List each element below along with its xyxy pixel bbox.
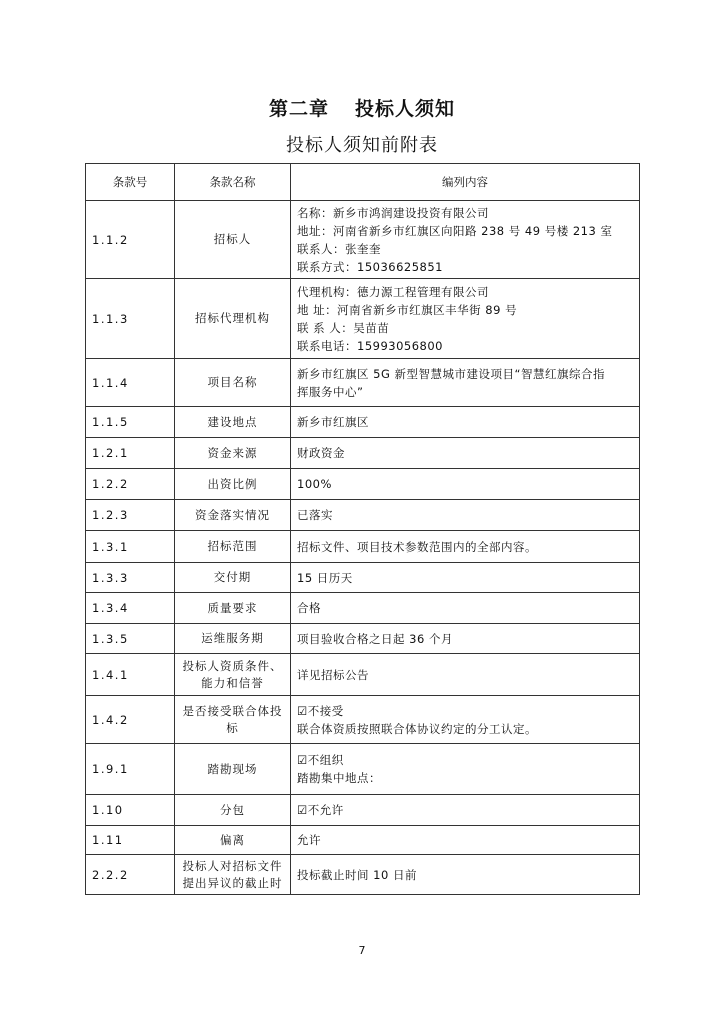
clause-content-line: 新乡市红旗区	[297, 415, 369, 429]
clause-content-line: ☑不允许	[297, 803, 344, 817]
clause-number: 1.3.3	[86, 563, 175, 593]
clause-name	[175, 624, 291, 654]
clause-name	[175, 826, 291, 855]
clause-content-line: 合格	[297, 601, 321, 615]
clause-number: 1.9.1	[86, 744, 175, 795]
clause-content-line: 允许	[297, 833, 321, 847]
table-row	[86, 696, 640, 744]
header-clause-name: 条款名称	[175, 164, 291, 201]
clause-number: 1.2.1	[86, 438, 175, 469]
clause-name	[175, 469, 291, 500]
clause-name	[175, 407, 291, 438]
clause-number: 1.1.3	[86, 279, 175, 359]
clause-number: 1.3.1	[86, 531, 175, 563]
clause-name-line: 能力和信誉	[201, 675, 264, 690]
clause-name	[175, 438, 291, 469]
clause-content-line: 踏勘集中地点：	[297, 771, 381, 785]
table-row	[86, 795, 640, 826]
table-row	[86, 500, 640, 531]
clause-number: 1.11	[86, 826, 175, 855]
table-row	[86, 359, 640, 407]
page-number: 7	[358, 944, 366, 957]
clause-name	[175, 593, 291, 624]
table-row	[86, 407, 640, 438]
clause-content-line: 新乡市红旗区 5G 新型智慧城市建设项目“智慧红旗综合指	[297, 366, 605, 381]
clause-content	[291, 500, 640, 531]
clause-name	[175, 359, 291, 407]
clause-content	[291, 438, 640, 469]
clause-number: 2.2.2	[86, 855, 175, 895]
clause-number: 1.3.4	[86, 593, 175, 624]
clause-content-line: 联 系 人：吴苗苗	[297, 320, 390, 335]
clause-name-line: 招标范围	[207, 539, 258, 553]
clause-content-line: 项目验收合格之日起 36 个月	[297, 631, 453, 646]
clause-name-line: 是否接受联合体投	[182, 703, 283, 718]
clause-name-line: 分包	[220, 802, 245, 817]
header-content: 编列内容	[291, 164, 640, 201]
clause-content-line: 招标文件、项目技术参数范围内的全部内容。	[297, 539, 537, 554]
table-row	[86, 654, 640, 696]
clause-name-line: 招标人	[213, 232, 252, 246]
clause-name-line: 招标代理机构	[195, 311, 270, 325]
clause-content-line: 100%	[297, 477, 332, 491]
clause-number: 1.4.1	[86, 654, 175, 696]
header-clause-number: 条款号	[86, 164, 175, 201]
clause-content	[291, 624, 640, 654]
clause-content	[291, 826, 640, 855]
clause-number: 1.2.2	[86, 469, 175, 500]
clause-name-line: 踏勘现场	[207, 761, 258, 776]
table-row	[86, 563, 640, 593]
table-row	[86, 279, 640, 359]
clause-number: 1.1.5	[86, 407, 175, 438]
clause-content-line: 15 日历天	[297, 570, 353, 585]
clause-number: 1.10	[86, 795, 175, 826]
clause-number: 1.4.2	[86, 696, 175, 744]
table-header-row	[86, 164, 640, 201]
clause-content	[291, 407, 640, 438]
clause-content-line: 联合体资质按照联合体协议约定的分工认定。	[297, 721, 537, 736]
clause-content-line: 名称：新乡市鸿润建设投资有限公司	[297, 205, 489, 220]
clause-content	[291, 654, 640, 696]
table-row	[86, 744, 640, 795]
clause-name	[175, 531, 291, 563]
clause-content	[291, 696, 640, 744]
table-row	[86, 624, 640, 654]
table-row	[86, 531, 640, 563]
clause-name-line: 提出异议的截止时	[182, 875, 283, 890]
table-row	[86, 826, 640, 855]
clause-content	[291, 744, 640, 795]
chapter-title	[0, 94, 724, 121]
clause-name-line: 出资比例	[207, 476, 258, 491]
chapter-number: 第二章	[268, 98, 329, 120]
clause-name	[175, 563, 291, 593]
chapter-name: 投标人须知	[355, 98, 456, 120]
clause-name	[175, 500, 291, 531]
clause-name-line: 偏离	[220, 832, 245, 847]
annex-table	[85, 163, 640, 895]
clause-name	[175, 795, 291, 826]
clause-content-line: ☑不接受	[297, 703, 344, 718]
clause-content-line: 代理机构：德力源工程管理有限公司	[297, 284, 489, 299]
clause-name-line: 建设地点	[207, 414, 258, 429]
clause-content-line: 投标截止时间 10 日前	[297, 867, 417, 882]
table-row	[86, 438, 640, 469]
clause-name-line: 资金来源	[207, 445, 258, 460]
clause-content-line: 联系方式：15036625851	[297, 259, 443, 274]
table-body	[86, 201, 640, 895]
table-row	[86, 201, 640, 279]
clause-content-line: ☑不组织	[297, 753, 344, 767]
clause-content-line: 联系人：张奎奎	[297, 241, 381, 256]
clause-content	[291, 855, 640, 895]
clause-content	[291, 593, 640, 624]
clause-content-line: 详见招标公告	[297, 667, 369, 682]
clause-content-line: 已落实	[297, 508, 333, 522]
clause-name	[175, 279, 291, 359]
clause-number: 1.1.2	[86, 201, 175, 279]
table-title: 投标人须知前附表	[286, 135, 438, 156]
clause-content-line: 财政资金	[297, 446, 345, 460]
table-row	[86, 593, 640, 624]
clause-name	[175, 654, 291, 696]
clause-name-line: 运维服务期	[201, 631, 264, 645]
clause-name-line: 资金落实情况	[195, 507, 270, 522]
clause-name	[175, 744, 291, 795]
clause-content-line: 地 址：河南省新乡市红旗区丰华街 89 号	[297, 302, 518, 317]
clause-name	[175, 855, 291, 895]
clause-content-line: 挥服务中心”	[297, 384, 364, 399]
clause-number: 1.2.3	[86, 500, 175, 531]
clause-content	[291, 795, 640, 826]
clause-name-line: 投标人对招标文件	[182, 858, 283, 873]
clause-content-line: 地址：河南省新乡市红旗区向阳路 238 号 49 号楼 213 室	[297, 223, 613, 238]
table-row	[86, 469, 640, 500]
clause-content	[291, 201, 640, 279]
table-row	[86, 855, 640, 895]
clause-content	[291, 531, 640, 563]
clause-content	[291, 563, 640, 593]
clause-name	[175, 201, 291, 279]
clause-name-line: 项目名称	[207, 375, 258, 389]
clause-name-line: 交付期	[213, 570, 252, 584]
clause-name-line: 标	[226, 720, 239, 735]
clause-name-line: 质量要求	[207, 600, 258, 615]
clause-content	[291, 469, 640, 500]
clause-content-line: 联系电话：15993056800	[297, 338, 443, 353]
clause-name-line: 投标人资质条件、	[182, 658, 283, 673]
clause-content	[291, 359, 640, 407]
clause-content	[291, 279, 640, 359]
clause-number: 1.1.4	[86, 359, 175, 407]
clause-number: 1.3.5	[86, 624, 175, 654]
clause-name	[175, 696, 291, 744]
